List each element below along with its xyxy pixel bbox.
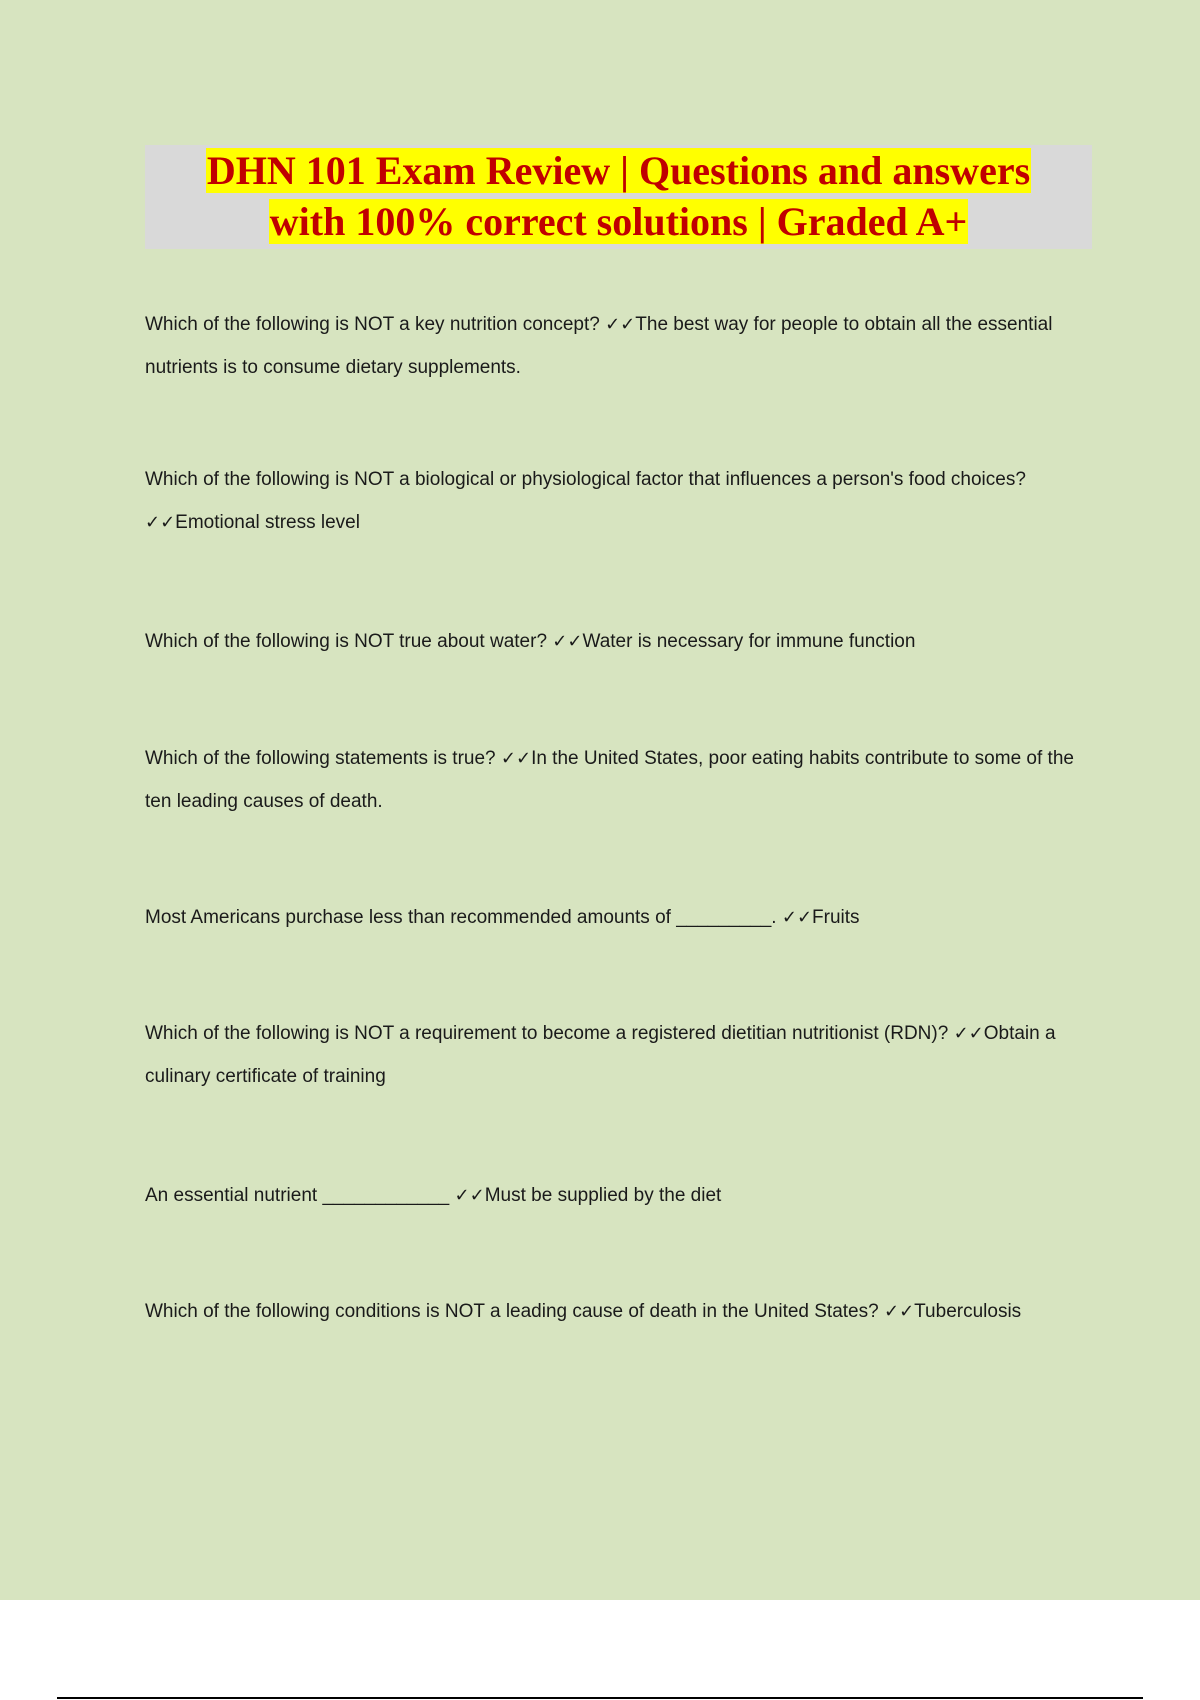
double-check-icon: ✓✓ (454, 1185, 485, 1206)
title-line-1: DHN 101 Exam Review | Questions and answers (206, 148, 1031, 193)
title-line-2: with 100% correct solutions | Graded A+ (269, 199, 968, 244)
qa-item-6 (145, 1012, 1105, 1098)
qa-item-4 (145, 737, 1105, 823)
question-text: Which of the following conditions is NOT a leading cause of death in the United States? (145, 1301, 879, 1322)
double-check-icon: ✓✓ (552, 631, 583, 652)
footer-rule (57, 1697, 1143, 1699)
document-title (145, 145, 1092, 247)
qa-item-7 (145, 1174, 1105, 1217)
qa-item-2 (145, 458, 1105, 544)
qa-item-5 (145, 896, 1105, 939)
answer-text: Water is necessary for immune function (582, 631, 916, 652)
qa-item-8 (145, 1290, 1105, 1333)
double-check-icon: ✓✓ (605, 314, 636, 335)
answer-text: In the United States, poor eating habits contribute to some of the ten leading causes of death. (145, 748, 1074, 812)
question-text: Which of the following statements is true? (145, 748, 496, 769)
question-text: Which of the following is NOT a requirement to become a registered dietitian nutritionist (RDN)? (145, 1023, 949, 1044)
answer-text: Tuberculosis (914, 1301, 1022, 1322)
double-check-icon: ✓✓ (953, 1023, 984, 1044)
question-text: Which of the following is NOT true about water? (145, 631, 548, 652)
answer-text: Emotional stress level (175, 512, 360, 533)
double-check-icon: ✓✓ (145, 512, 176, 533)
question-text: Which of the following is NOT a key nutrition concept? (145, 314, 600, 335)
qa-item-1 (145, 303, 1105, 389)
question-text: Most Americans purchase less than recommended amounts of _________. (145, 907, 777, 928)
qa-item-3 (145, 620, 1105, 663)
double-check-icon: ✓✓ (500, 748, 532, 769)
double-check-icon: ✓✓ (781, 907, 813, 928)
question-text: An essential nutrient ____________ (145, 1185, 450, 1206)
answer-text: Fruits (812, 907, 860, 928)
answer-text: The best way for people to obtain all the essential nutrients is to consume dietary supplements. (145, 314, 1053, 378)
double-check-icon: ✓✓ (883, 1301, 915, 1322)
question-text: Which of the following is NOT a biological or physiological factor that influences a person's food choices? (145, 469, 1026, 490)
answer-text: Obtain a culinary certificate of training (145, 1023, 1056, 1087)
answer-text: Must be supplied by the diet (484, 1185, 722, 1206)
